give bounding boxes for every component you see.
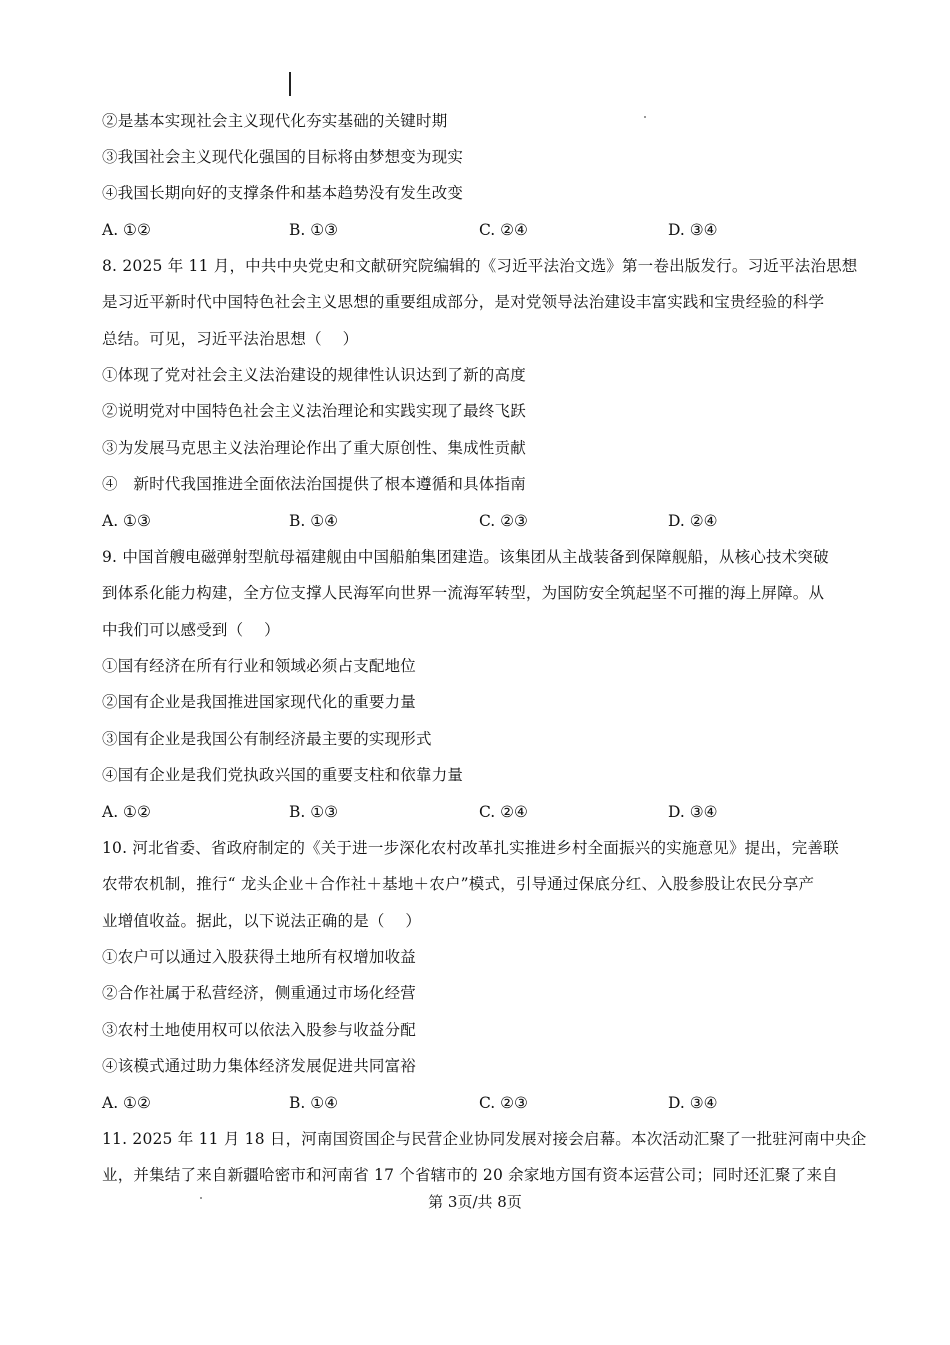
q10-stem-line-1: 10. 河北省委、省政府制定的《关于进一步深化农村改革扎实推进乡村全面振兴的实施意见》提出，完善联	[102, 839, 839, 857]
q8-statement-4: ④ 新时代我国推进全面依法治国提供了根本遵循和具体指南	[102, 475, 526, 493]
option-b: B. ①④	[289, 512, 339, 530]
q11-stem-line-2: 业，并集结了来自新疆哈密市和河南省 17 个省辖市的 20 余家地方国有资本运营公司；同时还汇聚了来自	[102, 1166, 838, 1184]
q9-stem-line-2: 到体系化能力构建，全方位支撑人民海军向世界一流海军转型，为国防安全筑起坚不可摧的海上屏障。从	[102, 584, 825, 602]
q7-statement-4: ④我国长期向好的支撑条件和基本趋势没有发生改变	[102, 184, 464, 202]
option-c: C. ②③	[479, 1094, 528, 1112]
q7-statement-2: ②是基本实现社会主义现代化夯实基础的关键时期	[102, 112, 448, 130]
option-d: D. ②④	[668, 512, 718, 530]
option-d: D. ③④	[668, 221, 718, 239]
option-b: B. ①③	[289, 221, 339, 239]
option-c: C. ②④	[479, 221, 528, 239]
option-b: B. ①③	[289, 803, 339, 821]
scan-speck	[644, 116, 646, 118]
scan-mark	[289, 72, 291, 96]
q10-stem-line-2: 农带农机制，推行“ 龙头企业＋合作社＋基地＋农户”模式，引导通过保底分红、入股参股让农民分享产	[102, 875, 815, 893]
option-b: B. ①④	[289, 1094, 339, 1112]
q10-statement-3: ③农村土地使用权可以依法入股参与收益分配	[102, 1021, 417, 1039]
q10-statement-4: ④该模式通过助力集体经济发展促进共同富裕	[102, 1057, 417, 1075]
option-d: D. ③④	[668, 803, 718, 821]
q10-stem-line-3: 业增值收益。据此，以下说法正确的是（ ）	[102, 912, 422, 930]
q8-statement-1: ①体现了党对社会主义法治建设的规律性认识达到了新的高度	[102, 366, 526, 384]
option-d: D. ③④	[668, 1094, 718, 1112]
q7-options	[102, 220, 862, 240]
q8-statement-2: ②说明党对中国特色社会主义法治理论和实践实现了最终飞跃	[102, 402, 526, 420]
q10-statement-1: ①农户可以通过入股获得土地所有权增加收益	[102, 948, 417, 966]
q9-statement-3: ③国有企业是我国公有制经济最主要的实现形式	[102, 730, 432, 748]
option-a: A. ①②	[102, 221, 151, 239]
page-number: 第 3页/共 8页	[428, 1193, 522, 1211]
q8-options	[102, 511, 862, 531]
option-a: A. ①③	[102, 512, 151, 530]
q11-stem-line-1: 11. 2025 年 11 月 18 日，河南国资国企与民营企业协同发展对接会启幕。本次活动汇聚了一批驻河南中央企	[102, 1130, 867, 1148]
q9-statement-2: ②国有企业是我国推进国家现代化的重要力量	[102, 693, 417, 711]
q9-statement-1: ①国有经济在所有行业和领域必须占支配地位	[102, 657, 417, 675]
q8-stem-line-2: 是习近平新时代中国特色社会主义思想的重要组成部分，是对党领导法治建设丰富实践和宝贵经验的科学	[102, 293, 825, 311]
q9-options	[102, 802, 862, 822]
option-c: C. ②④	[479, 803, 528, 821]
q9-statement-4: ④国有企业是我们党执政兴国的重要支柱和依靠力量	[102, 766, 464, 784]
q10-options	[102, 1093, 862, 1113]
q10-statement-2: ②合作社属于私营经济，侧重通过市场化经营	[102, 984, 417, 1002]
q9-stem-line-3: 中我们可以感受到（ ）	[102, 621, 280, 639]
option-a: A. ①②	[102, 803, 151, 821]
q8-stem-line-1: 8. 2025 年 11 月，中共中央党史和文献研究院编辑的《习近平法治文选》第一卷出版发行。习近平法治思想	[102, 257, 858, 275]
option-c: C. ②③	[479, 512, 528, 530]
q8-stem-line-3: 总结。可见，习近平法治思想（ ）	[102, 330, 359, 348]
q7-statement-3: ③我国社会主义现代化强国的目标将由梦想变为现实	[102, 148, 464, 166]
q8-statement-3: ③为发展马克思主义法治理论作出了重大原创性、集成性贡献	[102, 439, 526, 457]
option-a: A. ①②	[102, 1094, 151, 1112]
q9-stem-line-1: 9. 中国首艘电磁弹射型航母福建舰由中国船舶集团建造。该集团从主战装备到保障舰船，从核心技术突破	[102, 548, 829, 566]
